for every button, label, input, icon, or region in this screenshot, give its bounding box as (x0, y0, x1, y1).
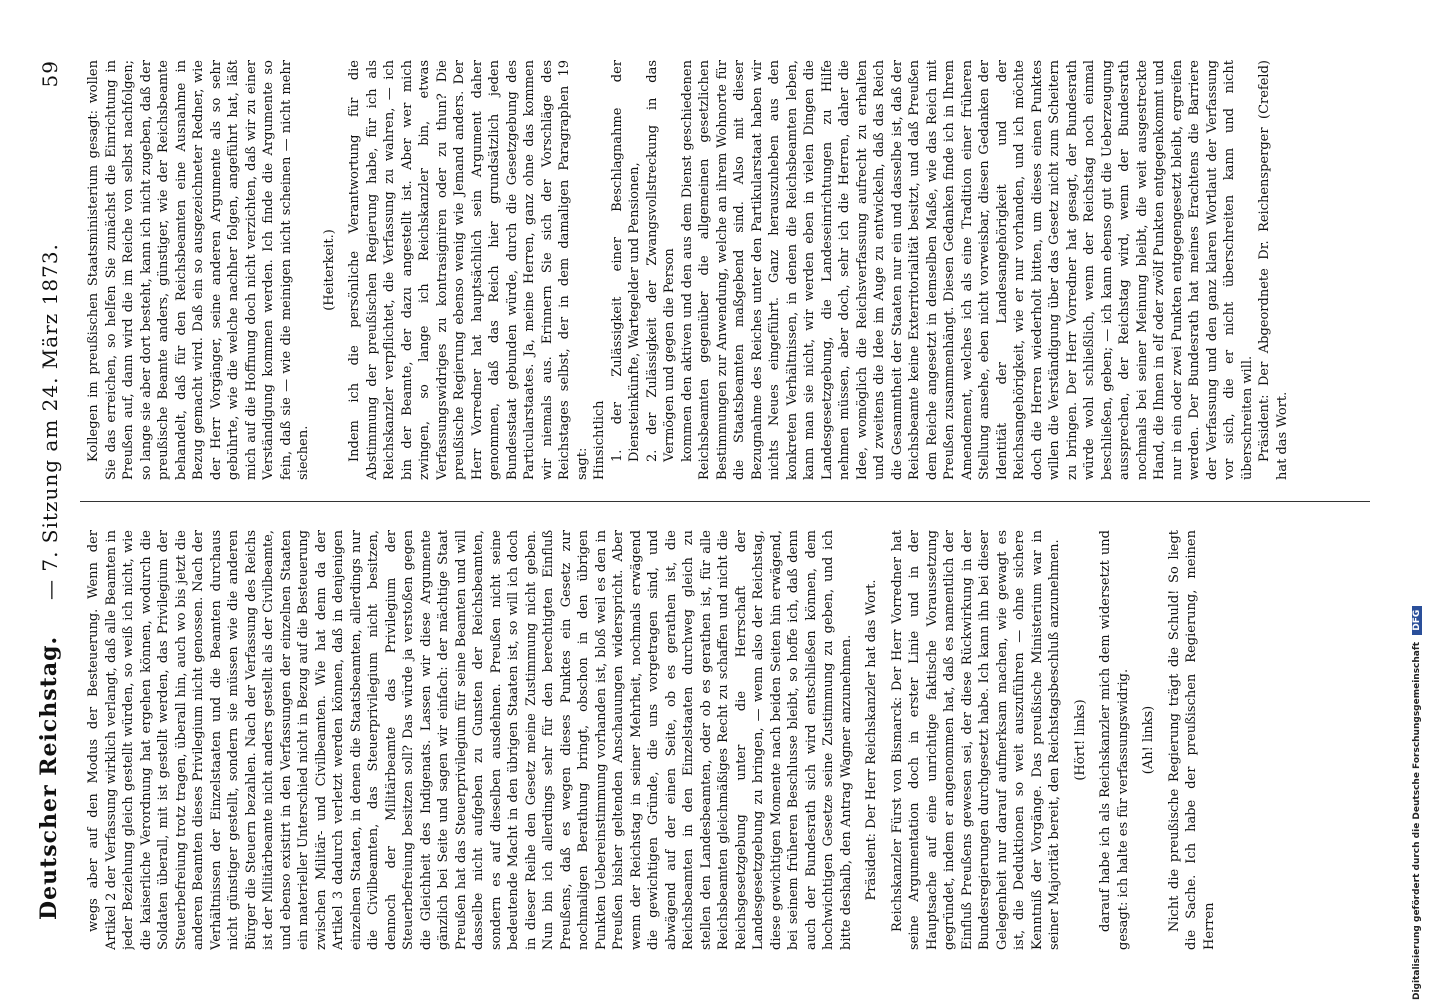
speech-paragraph: darauf habe ich als Reichskanzler mich dem widersetzt und gesagt: ich halte es für verfassungswidrig. (1098, 530, 1131, 950)
session-title: — 7. Sitzung am 24. März 1873. (38, 243, 62, 600)
speech-paragraph: Kollegen im preußischen Staatsministerium gesagt: wollen Sie das erreichen, so helfen Sie zunächst die Einrichtung in Preußen auf, dann wird die im Reiche von selbst nachfolgen; so lange sie aber dort besteht, kann ich nicht zugeben, daß der preußische Beamte anders, günstiger, wie der Reichsbeamte behandelt, daß für den Reichsbeamten eine Ausnahme in Bezug gemacht wird. Daß ein so ausgezeichneter Redner, wie der Herr Vorgänger, seine anderen Argumente als so sehr gebührte, wie die welche nachher folgen, angeführt hat, läßt mich auf die Hoffnung doch nicht verzichten, daß wir zu einer Verständigung kommen werden. Ich finde die Argumente so fein, daß sie — wie die meinigen nicht scheinen — nicht mehr siechen. (86, 60, 311, 480)
speech-paragraph: wegs aber auf den Modus der Besteuerung. Wenn der Artikel 2 der Verfassung wirklich verlangt, daß alle Beamten in jeder Beziehung gleich gestellt würden, so weiß ich nicht, wie die kaiserliche Verordnung hat ergehen können, wodurch die Soldaten überall, mit ist gestellt werden, das Privilegium der Steuerbefreiung trotz tragen, überall hin, auch wo bis jetzt die anderen Beamten dieses Privilegium nicht genossen. Nach der Verhältnissen der Einzelstaaten und die Beamten durchaus nicht günstiger gestellt, sondern sie müssen wie die anderen Bürger die Steuern bezahlen. Nach der Verfassung des Reichs ist der Militärbeamte nicht anders gestellt als der Civilbeamte, und ebenso existirt in den Verfassungen der einzelnen Staaten ein materieller Unterschied nicht in Bezug auf die Besteuerung zwischen Militär- und Civilbeamten. Wie hat denn da der Artikel 3 dadurch verletzt werden können, daß in denjenigen einzelnen Staaten, in denen die Staatsbeamten, allerdings nur die Civilbeamten, das Steuerprivilegium nicht besitzen, dennoch der Militärbeamte das Privilegium der Steuerbefreiung besitzen soll? Das würde ja verstoßen gegen die Gleichheit des Indigenats. Lassen wir diese Argumente gänzlich bei Seite und sagen wir einfach: der mächtige Staat Preußen hat das Steuerprivilegium für seine Beamten und will dasselbe nicht aufgeben zu Gunsten der Reichsbeamten, sondern es auf dieselben ausdehnen. Preußen nicht seine bedeutende Macht in den übrigen Staaten ist, so will ich doch in dieser Reihe den Gesetz meine Zustimmung nicht geben. Nun bin ich allerdings sehr für den berechtigten Einfluß Preußens, daß es wegen dieses Punktes ein Gesetz zur nochmaligen Berathung bringt, obschon in den übrigen Punkten Uebereinstimmung vorhanden ist, bloß weil es den in Preußen bisher geltenden Anschauungen widerspricht. Aber wenn der Reichstag in seiner Mehrheit, nochmals erwägend die gewichtigen Gründe, die uns vorgetragen sind, und abwägend auf der einen Seite, ob es gerathen ist, die Reichsbeamten in den Einzelstaaten durchweg gleich zu stellen den Landesbeamten, oder ob es gerathen ist, für alle Reichsbeamten gleichmäßiges Recht zu schaffen und nicht die Reichsgesetzgebung unter die Herrschaft der Landesgesetzgebung zu bringen, — wenn also der Reichstag, diese gewichtigen Momente nach beiden Seiten hin erwägend, bei seinem früheren Beschlusse bleibt, so hoffe ich, daß denn auch der Bundesrath sich wird entschließen können, dem hochwichtigen Gesetze seine Zustimmung zu geben, und ich bitte deshalb, den Antrag Wagner anzunehmen. (86, 530, 854, 950)
interjection: (Hört! links) (1072, 699, 1088, 781)
left-column (85, 530, 1365, 950)
dfg-watermark (1410, 10, 1430, 1000)
page-header (30, 40, 70, 960)
speech-paragraph: Indem ich die persönliche Verantwortung für die Abstimmung der preußischen Regierung habe, für ich als Reichskanzler verpflichtet, die Verfassung zu wahren, — ich bin der Beamte, der dazu angestellt ist. Aber wer mich zwingen, so lange ich Reichskanzler bin, etwas Verfassungswidriges zu kontrasigniren oder zu thun? Die preußische Regierung ebenso wenig wie Jemand anders. Der Herr Vorredner hat hauptsächlich sein Argument daher genommen, daß das Reich hier grundsätzlich jeden Bundesstaat gebunden würde, durch die Gesetzgebung des Particularstaates. Ja, meine Herren, ganz ohne das kommen wir niemals aus. Erinnern Sie sich der Vorschläge des Reichstages selbst, der in dem damaligen Paragraphen 19 sagt: (347, 60, 590, 480)
president-remark: Präsident: Der Abgeordnete Dr. Reichensperger (Crefeld) hat das Wort. (1257, 60, 1290, 480)
dfg-logo: DFG (1412, 606, 1422, 635)
speech-paragraph: Reichskanzler Fürst von Bismarck: Der Herr Vorredner hat seine Argumentation doch in erster Linie und in der Hauptsache auf eine unrichtige faktische Voraussetzung gegründet, indem er angenommen hat, daß es namentlich der Einfluß Preußens gewesen sei, der diese Rückwirkung in der Bundesregierungen durchgesetzt habe. Ich kann ihn bei dieser Gelegenheit nur darauf aufmerksam machen, wie gewagt es ist, die Deduktionen so weit auszuführen — ohne sichere Kenntniß der Vorgänge. Das preußische Ministerium war in seiner Majorität bereit, den Reichstagsbeschluß anzunehmen. (889, 530, 1062, 950)
president-remark: Präsident: Der Herr Reichskanzler hat das Wort. (864, 579, 879, 901)
citation-header: Hinsichtlich (592, 400, 607, 480)
speech-paragraph: Nicht die preußische Regierung trägt die Schuld! So liegt die Sache. Ich habe der preußischen Regierung, meinen Herren (1166, 530, 1217, 950)
interjection: (Ah! links) (1141, 705, 1156, 775)
citation-item: 2. der Zulässigkeit der Zwangsvollstreckung in das Vermögen und gegen die Person (644, 60, 677, 462)
column-divider (80, 501, 1370, 502)
right-column (85, 60, 1365, 480)
interjection: (Heiterkeit.) (321, 229, 337, 311)
watermark-text: Digitalisierung gefördert durch die Deutsche Forschungsgemeinschaft DFG (1412, 20, 1432, 1000)
speech-paragraph: kommen den aktiven und den aus dem Dienst geschiedenen Reichsbeamten gegenüber die allgemeinen gesetzlichen Bestimmungen zur Anwendung, welche an ihrem Wohnorte für die Staatsbeamten maßgebend sind. Also mit dieser Bezugnahme des Reiches unter den Partikularstaat haben wir nichts Neues eingeführt. Ganz herauszuheben aus den konkreten Verhältnissen, in denen die Reichsbeamten leben, kann man sie nicht, wir werden eben in vielen Dingen die Landesgesetzgebung, die Landeseinrichtungen zu Hilfe nehmen müssen, aber doch, sehr ich die Herren, daher die Idee, womöglich die Reichsverfassung aufrecht zu erhalten und zweitens die Idee im Auge zu entwickeln, daß das Reich die Gesammtheit der Staaten nur ein und dasselbe ist, daß der Reichsbeamte keine Exterritorialität besitzt, und daß Preußen dem Reiche angesetzt in demselben Maße, wie das Reich mit Preußen zusammenhängt. Diesen Gedanken finde ich in Ihrem Amendement, welches ich als eine Tradition einer früheren Stellung ansehe, eben nicht vorweisbar, diesen Gedanken der Identität der Landesangehörigkeit und der Reichsangehörigkeit, wie er nur vorhanden, und ich möchte doch die Herren wiederholt bitten, um dieses einen Punktes willen die Verständigung über das Gesetz nicht zum Scheitern zu bringen. Der Herr Vorredner hat gesagt, der Bundesrath würde wohl schließlich, wenn der Reichstag noch einmal beschließen, geben; — ich kann ebenso gut die Ueberzeugung aussprechen, der Reichstag wird, wenn der Bundesrath nochmals bei seiner Meinung bleibt, die weit ausgestreckte Hand, die Ihnen in elf oder zwölf Punkten entgegenkommt und nur in ein oder zwei Punkten entgegengesetzt bleibt, ergreifen werden. Der Bundesrath hat meines Erachtens die Barriere der Verfassung und den ganz klaren Wortlaut der Verfassung vor sich, die er nicht überschreiten kann und nicht überschreiten will. (679, 60, 1255, 480)
citation-item: 1. der Zulässigkeit einer Beschlagnahme der Diensteinkünfte, Wartegelder und Pensionen, (609, 60, 642, 462)
running-title: Deutscher Reichstag. (36, 635, 62, 920)
page-number: 59 (38, 60, 62, 88)
